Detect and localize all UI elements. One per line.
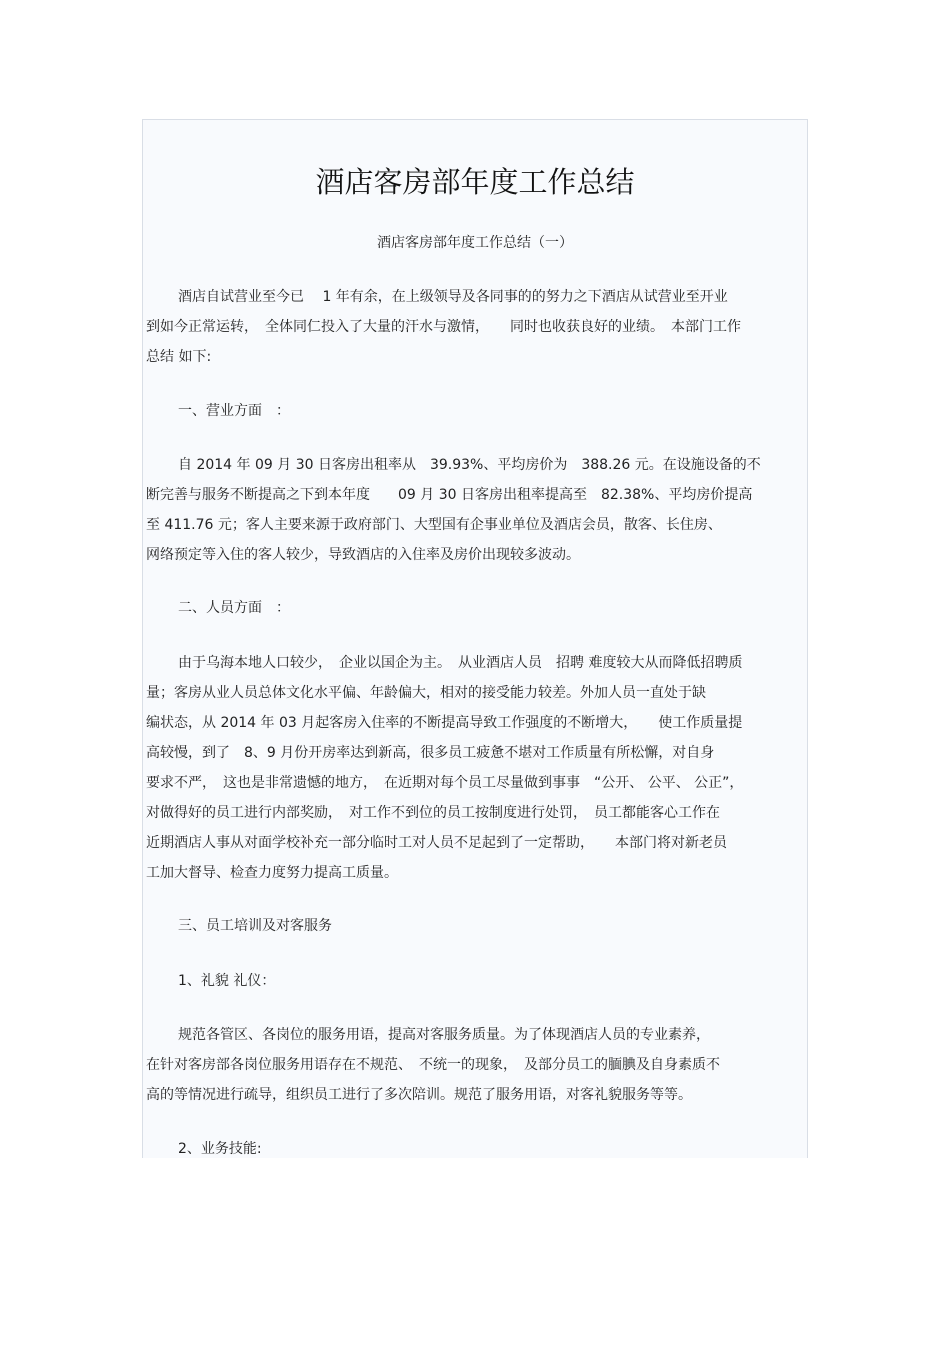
- paragraph-line: 量；客房从业人员总体文化水平偏、年龄偏大，相对的接受能力较差。外加人员一直处于缺: [146, 685, 706, 701]
- paragraph-line: 由于乌海本地人口较少， 企业以国企为主。 从业酒店人员 招聘 难度较大从而降低招聘质: [178, 655, 743, 671]
- paragraph-line: 高的等情况进行疏导，组织员工进行了多次陪训。规范了服务用语，对客礼貌服务等等。: [146, 1087, 692, 1103]
- paragraph-line: 高较慢，到了 8、9 月份开房率达到新高，很多员工疲惫不堪对工作质量有所松懈，对自身: [146, 745, 715, 761]
- subsection-heading: 1、礼貌 礼仪：: [178, 973, 276, 989]
- paragraph-line: 编状态，从 2014 年 03 月起客房入住率的不断提高导致工作强度的不断增大， 使工作质量提: [146, 715, 743, 731]
- section-heading: 二、人员方面 ：: [178, 600, 290, 616]
- paragraph-line: 工加大督导、检查力度努力提高工质量。: [146, 865, 398, 881]
- subsection-heading: 2、业务技能:: [178, 1141, 262, 1157]
- document-subtitle: 酒店客房部年度工作总结（一）: [377, 235, 573, 251]
- document-page: [142, 119, 808, 1158]
- document-title: 酒店客房部年度工作总结: [315, 165, 635, 199]
- section-heading: 三、员工培训及对客服务: [178, 918, 332, 934]
- paragraph-line: 酒店自试营业至今已 1 年有余，在上级领导及各同事的的努力之下酒店从试营业至开业: [178, 289, 728, 305]
- paragraph-line: 至 411.76 元；客人主要来源于政府部门、大型国有企事业单位及酒店会员，散客、长住房、: [146, 517, 722, 533]
- paragraph-line: 规范各管区、各岗位的服务用语，提高对客服务质量。为了体现酒店人员的专业素养，: [178, 1027, 710, 1043]
- paragraph-line: 在针对客房部各岗位服务用语存在不规范、 不统一的现象， 及部分员工的腼腆及自身素质不: [146, 1057, 720, 1073]
- paragraph-line: 要求不严， 这也是非常遗憾的地方， 在近期对每个员工尽量做到事事 “公开、 公平、 公正”，: [146, 775, 744, 791]
- paragraph-line: 对做得好的员工进行内部奖励， 对工作不到位的员工按制度进行处罚， 员工都能客心工作在: [146, 805, 720, 821]
- paragraph-line: 自 2014 年 09 月 30 日客房出租率从 39.93%、平均房价为 388.26 元。在设施设备的不: [178, 457, 761, 473]
- paragraph-line: 到如今正常运转， 全体同仁投入了大量的汗水与激情， 同时也收获良好的业绩。 本部门工作: [146, 319, 741, 335]
- section-heading: 一、营业方面 ：: [178, 403, 290, 419]
- paragraph-line: 断完善与服务不断提高之下到本年度 09 月 30 日客房出租率提高至 82.38%、平均房价提高: [146, 487, 753, 503]
- paragraph-line: 总结 如下:: [146, 349, 212, 365]
- paragraph-line: 网络预定等入住的客人较少，导致酒店的入住率及房价出现较多波动。: [146, 547, 580, 563]
- paragraph-line: 近期酒店人事从对面学校补充一部分临时工对人员不足起到了一定帮助， 本部门将对新老员: [146, 835, 727, 851]
